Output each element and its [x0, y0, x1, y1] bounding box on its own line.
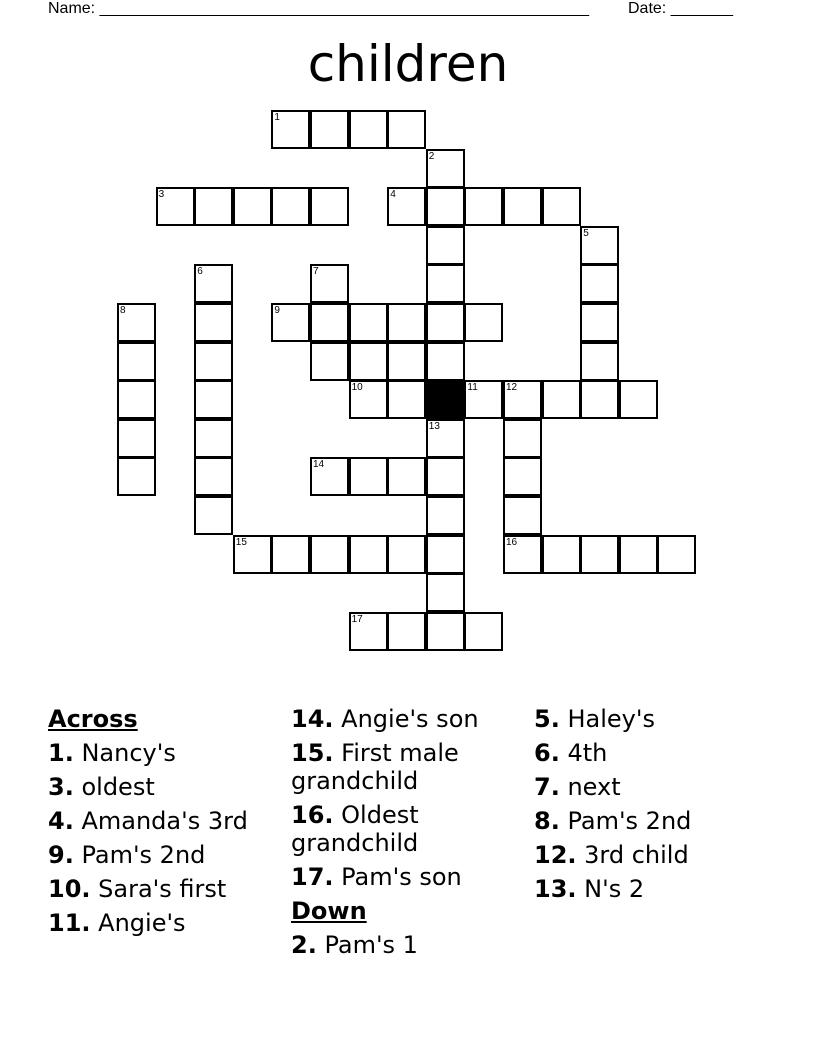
clue-item	[534, 872, 691, 906]
grid-cell[interactable]	[387, 303, 426, 342]
clue-column-1	[48, 702, 248, 940]
grid-cell[interactable]	[349, 380, 388, 419]
grid-cell[interactable]	[349, 342, 388, 381]
grid-cell[interactable]	[271, 535, 310, 574]
clue-item	[534, 838, 691, 872]
cell-number: 9	[274, 305, 280, 316]
grid-cell[interactable]	[503, 496, 542, 535]
grid-cell[interactable]	[426, 419, 465, 458]
grid-cell[interactable]	[310, 110, 349, 149]
grid-cell[interactable]	[194, 419, 233, 458]
grid-cell[interactable]	[349, 110, 388, 149]
clue-text: Amanda's 3rd	[81, 807, 248, 835]
clue-item	[48, 872, 248, 906]
clue-text: Oldest grandchild	[291, 801, 419, 857]
grid-cell[interactable]	[349, 535, 388, 574]
clue-text: Angie's	[98, 909, 186, 937]
cell-number: 10	[351, 382, 363, 394]
grid-cell[interactable]	[426, 573, 465, 612]
grid-cell[interactable]	[426, 303, 465, 342]
clue-number: 13.	[534, 875, 577, 903]
grid-cell[interactable]	[619, 380, 658, 419]
grid-cell[interactable]	[117, 457, 156, 496]
grid-cell[interactable]	[117, 419, 156, 458]
grid-cell[interactable]	[310, 342, 349, 381]
grid-cell[interactable]	[542, 187, 581, 226]
puzzle-title: children	[307, 35, 509, 93]
grid-cell[interactable]	[117, 342, 156, 381]
grid-cell[interactable]	[387, 342, 426, 381]
grid-cell[interactable]	[387, 110, 426, 149]
clue-text: Nancy's	[81, 739, 176, 767]
cell-number: 7	[313, 266, 319, 278]
grid-cell[interactable]	[657, 535, 696, 574]
grid-cell[interactable]	[310, 457, 349, 496]
cell-number: 17	[351, 613, 363, 625]
grid-cell[interactable]	[426, 149, 465, 188]
clue-text: oldest	[81, 773, 155, 801]
date-field-line[interactable]: Date: _______	[628, 0, 733, 17]
clue-item	[48, 736, 248, 770]
clue-number: 4.	[48, 807, 74, 835]
grid-cell[interactable]	[194, 342, 233, 381]
clue-number: 1.	[48, 739, 74, 767]
clue-number: 6.	[534, 739, 560, 767]
clue-item	[534, 770, 691, 804]
clue-number: 15.	[291, 739, 334, 767]
grid-cell[interactable]	[426, 612, 465, 651]
grid-cell[interactable]	[349, 612, 388, 651]
clue-text: Sara's first	[98, 875, 227, 903]
cell-number: 16	[506, 536, 518, 548]
clue-item	[48, 770, 248, 804]
cell-number: 11	[467, 382, 478, 394]
grid-cell[interactable]	[194, 187, 233, 226]
cell-number: 12	[506, 382, 518, 394]
clue-item	[291, 928, 511, 962]
clue-number: 9.	[48, 841, 74, 869]
clue-text: Pam's son	[341, 863, 462, 891]
grid-cell[interactable]	[387, 457, 426, 496]
grid-cell[interactable]	[194, 303, 233, 342]
clue-number: 17.	[291, 863, 334, 891]
clue-item	[291, 736, 511, 798]
clue-item	[48, 838, 248, 872]
grid-cell[interactable]	[387, 535, 426, 574]
grid-cell[interactable]	[310, 535, 349, 574]
grid-cell[interactable]	[233, 187, 272, 226]
clue-text: Haley's	[567, 705, 655, 733]
grid-cell[interactable]	[542, 535, 581, 574]
grid-cell[interactable]	[503, 380, 542, 419]
clue-text: Angie's son	[341, 705, 479, 733]
grid-cell[interactable]	[194, 264, 233, 303]
clue-item	[48, 906, 248, 940]
clue-number: 10.	[48, 875, 91, 903]
grid-cell[interactable]	[426, 535, 465, 574]
clue-column-3	[534, 702, 691, 906]
clue-text: 3rd child	[584, 841, 689, 869]
clue-number: 16.	[291, 801, 334, 829]
grid-cell[interactable]	[271, 110, 310, 149]
cell-number: 4	[390, 189, 396, 201]
grid-cell[interactable]	[310, 187, 349, 226]
grid-cell[interactable]	[426, 226, 465, 265]
black-cell	[426, 380, 465, 419]
grid-cell[interactable]	[310, 264, 349, 303]
grid-cell[interactable]	[619, 535, 658, 574]
clue-number: 3.	[48, 773, 74, 801]
cell-number: 6	[197, 266, 203, 278]
grid-cell[interactable]	[349, 457, 388, 496]
clue-number: 5.	[534, 705, 560, 733]
clue-number: 8.	[534, 807, 560, 835]
cell-number: 1	[274, 112, 280, 123]
grid-cell[interactable]	[426, 342, 465, 381]
grid-cell[interactable]	[310, 303, 349, 342]
grid-cell[interactable]	[580, 303, 619, 342]
grid-cell[interactable]	[194, 380, 233, 419]
cell-number: 13	[428, 420, 440, 432]
grid-cell[interactable]	[426, 264, 465, 303]
grid-cell[interactable]	[464, 612, 503, 651]
grid-cell[interactable]	[580, 264, 619, 303]
cell-number: 3	[158, 189, 165, 201]
cell-number: 5	[583, 227, 589, 239]
grid-cell[interactable]	[464, 380, 503, 419]
cell-number: 14	[313, 459, 325, 471]
grid-cell[interactable]	[542, 380, 581, 419]
grid-cell[interactable]	[464, 303, 503, 342]
grid-cell[interactable]	[580, 342, 619, 381]
clue-number: 14.	[291, 705, 334, 733]
grid-cell[interactable]	[117, 303, 156, 342]
cell-number: 8	[120, 305, 126, 316]
grid-cell[interactable]	[503, 535, 542, 574]
clue-heading: Down	[291, 897, 367, 925]
grid-cell[interactable]	[503, 457, 542, 496]
clue-item	[291, 798, 511, 860]
clue-text: N's 2	[584, 875, 645, 903]
grid-cell[interactable]	[271, 187, 310, 226]
clue-text: Pam's 2nd	[567, 807, 692, 835]
clue-column-2	[291, 702, 511, 962]
grid-cell[interactable]	[464, 187, 503, 226]
clue-item	[534, 804, 691, 838]
grid-cell[interactable]	[503, 187, 542, 226]
grid-cell[interactable]	[580, 535, 619, 574]
clue-text: 4th	[567, 739, 608, 767]
grid-cell[interactable]	[156, 187, 195, 226]
clue-item	[48, 804, 248, 838]
cell-number: 2	[428, 150, 435, 162]
grid-cell[interactable]	[426, 187, 465, 226]
grid-cell[interactable]	[426, 457, 465, 496]
clue-number: 2.	[291, 931, 317, 959]
grid-cell[interactable]	[387, 612, 426, 651]
grid-cell[interactable]	[580, 226, 619, 265]
name-field-line[interactable]: Name: _______________________________________________________	[48, 0, 589, 17]
clue-item	[534, 702, 691, 736]
clue-item	[534, 736, 691, 770]
grid-cell[interactable]	[387, 380, 426, 419]
clue-item	[291, 860, 511, 894]
cell-number: 15	[235, 536, 247, 548]
clue-number: 12.	[534, 841, 577, 869]
clue-text: Pam's 1	[324, 931, 418, 959]
grid-cell[interactable]	[117, 380, 156, 419]
clue-number: 11.	[48, 909, 91, 937]
clue-text: First male grandchild	[291, 739, 459, 795]
grid-cell[interactable]	[194, 457, 233, 496]
grid-cell[interactable]	[503, 419, 542, 458]
clue-number: 7.	[534, 773, 560, 801]
grid-cell[interactable]	[387, 187, 426, 226]
grid-cell[interactable]	[271, 303, 310, 342]
grid-cell[interactable]	[580, 380, 619, 419]
grid-cell[interactable]	[233, 535, 272, 574]
grid-cell[interactable]	[349, 303, 388, 342]
clue-item	[291, 702, 511, 736]
grid-cell[interactable]	[194, 496, 233, 535]
clue-text: next	[567, 773, 621, 801]
clue-heading: Across	[48, 705, 138, 733]
grid-cell[interactable]	[426, 496, 465, 535]
clue-text: Pam's 2nd	[81, 841, 206, 869]
